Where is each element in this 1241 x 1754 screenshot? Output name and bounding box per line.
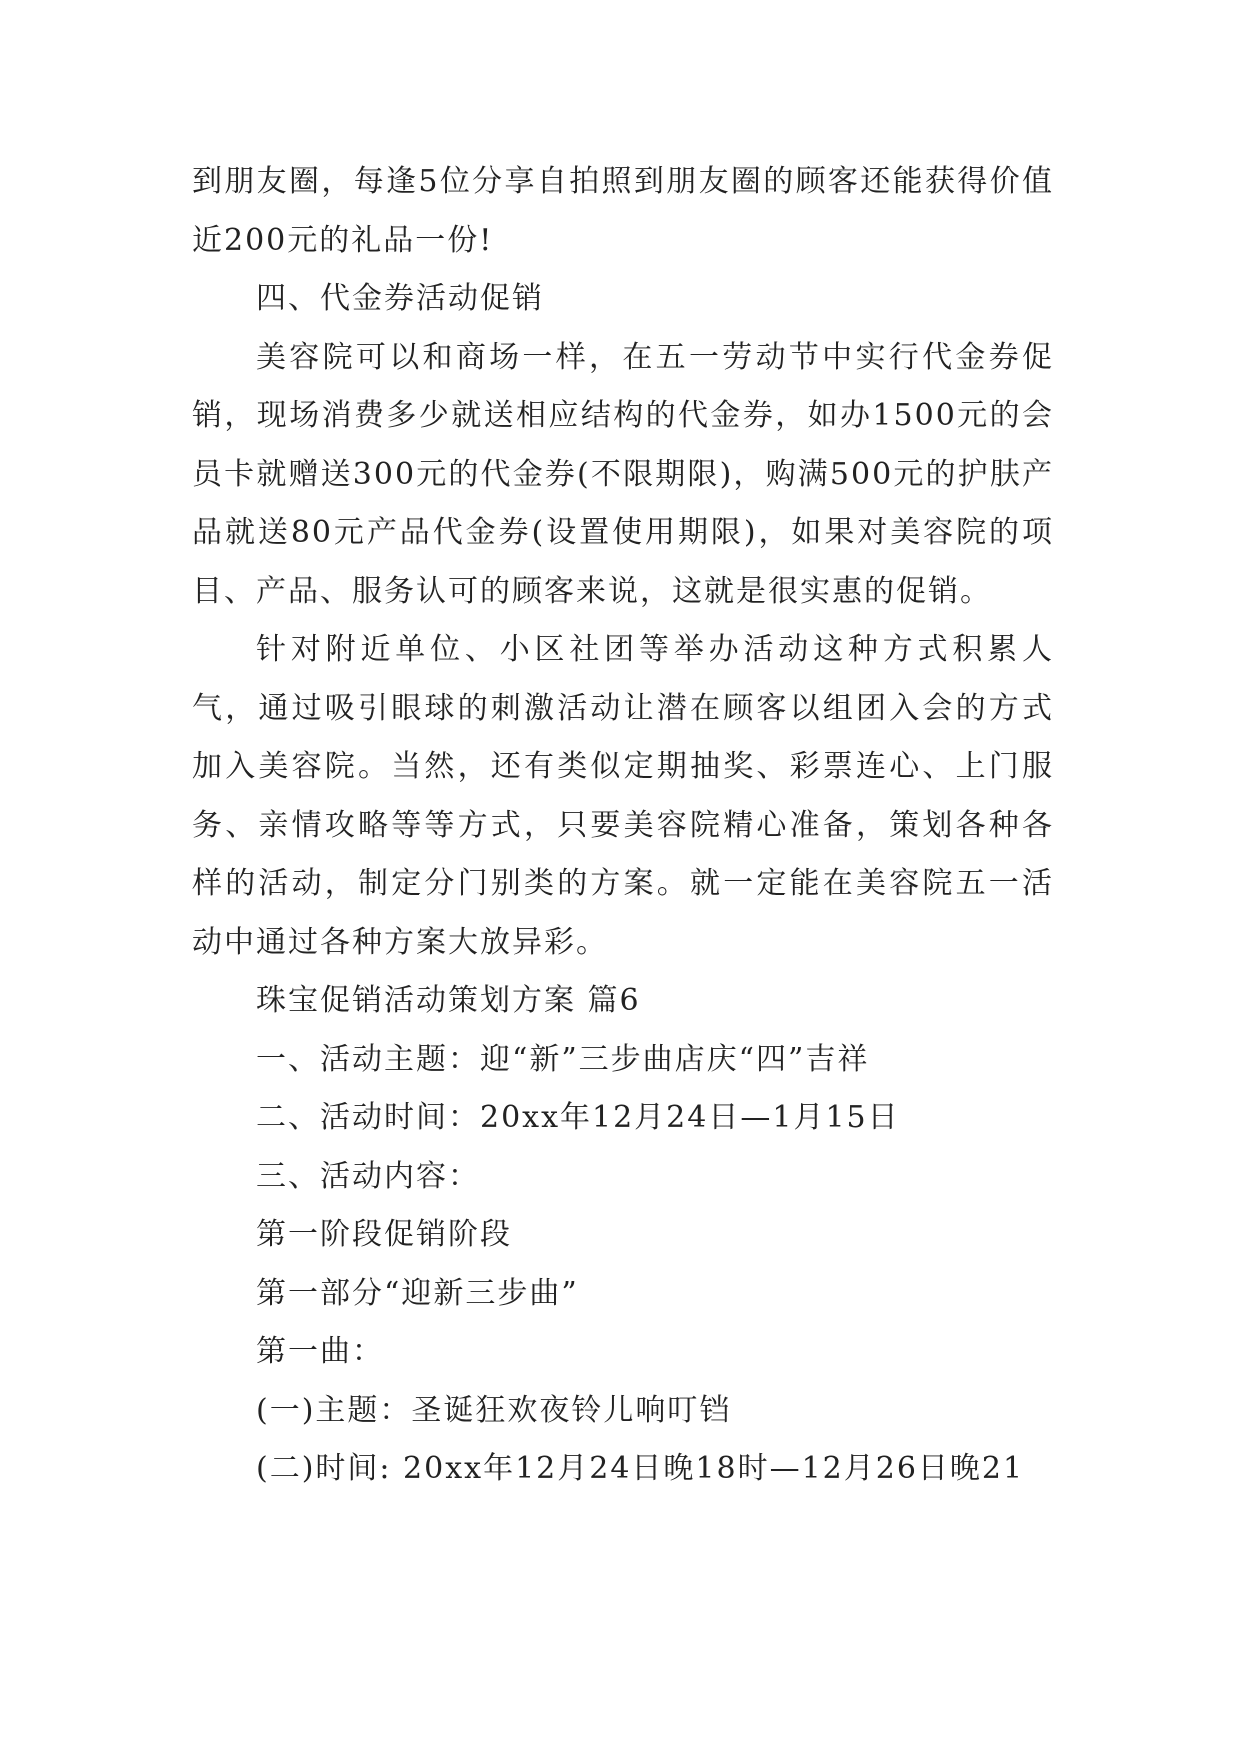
stage-one-heading: 第一阶段促销阶段 — [256, 1217, 512, 1252]
document-body — [192, 153, 1054, 1499]
first-song-theme: (一)主题：圣诞狂欢夜铃儿响叮铛 — [256, 1392, 732, 1428]
paragraph-gift-continuation: 到朋友圈，每逢5位分享自拍照到朋友圈的顾客还能获得价值近200元的礼品一份! — [192, 164, 1054, 258]
section-heading-voucher: 四、代金券活动促销 — [256, 281, 544, 316]
first-song-time: (二)时间: 20xx年12月24日晚18时—12月26日晚21 — [256, 1451, 1025, 1486]
activity-theme: 一、活动主题：迎“新”三步曲店庆“四”吉祥 — [256, 1041, 870, 1077]
first-song-heading: 第一曲： — [256, 1334, 384, 1369]
part-one-heading: 第一部分“迎新三步曲” — [256, 1275, 579, 1311]
activity-time: 二、活动时间：20xx年12月24日—1月15日 — [256, 1100, 900, 1135]
paragraph-community-activities: 针对附近单位、小区社团等举办活动这种方式积累人气，通过吸引眼球的刺激活动让潜在顾客以组团入会的方式加入美容院。当然，还有类似定期抽奖、彩票连心、上门服务、亲情攻略等等方式，只要美容院精心准备，策划各种各样的活动，制定分门别类的方案。就一定能在美容院五一活动中通过各种方案大放异彩。 — [192, 632, 1054, 960]
article-title-jewelry: 珠宝促销活动策划方案 篇6 — [256, 983, 641, 1018]
activity-content-heading: 三、活动内容： — [256, 1158, 480, 1194]
paragraph-voucher-promotion: 美容院可以和商场一样，在五一劳动节中实行代金券促销，现场消费多少就送相应结构的代金券，如办1500元的会员卡就赠送300元的代金券(不限期限)，购满500元的护肤产品就送80元产品代金券(设置使用期限)，如果对美容院的项目、产品、服务认可的顾客来说，这就是很实惠的促销。 — [192, 339, 1054, 609]
